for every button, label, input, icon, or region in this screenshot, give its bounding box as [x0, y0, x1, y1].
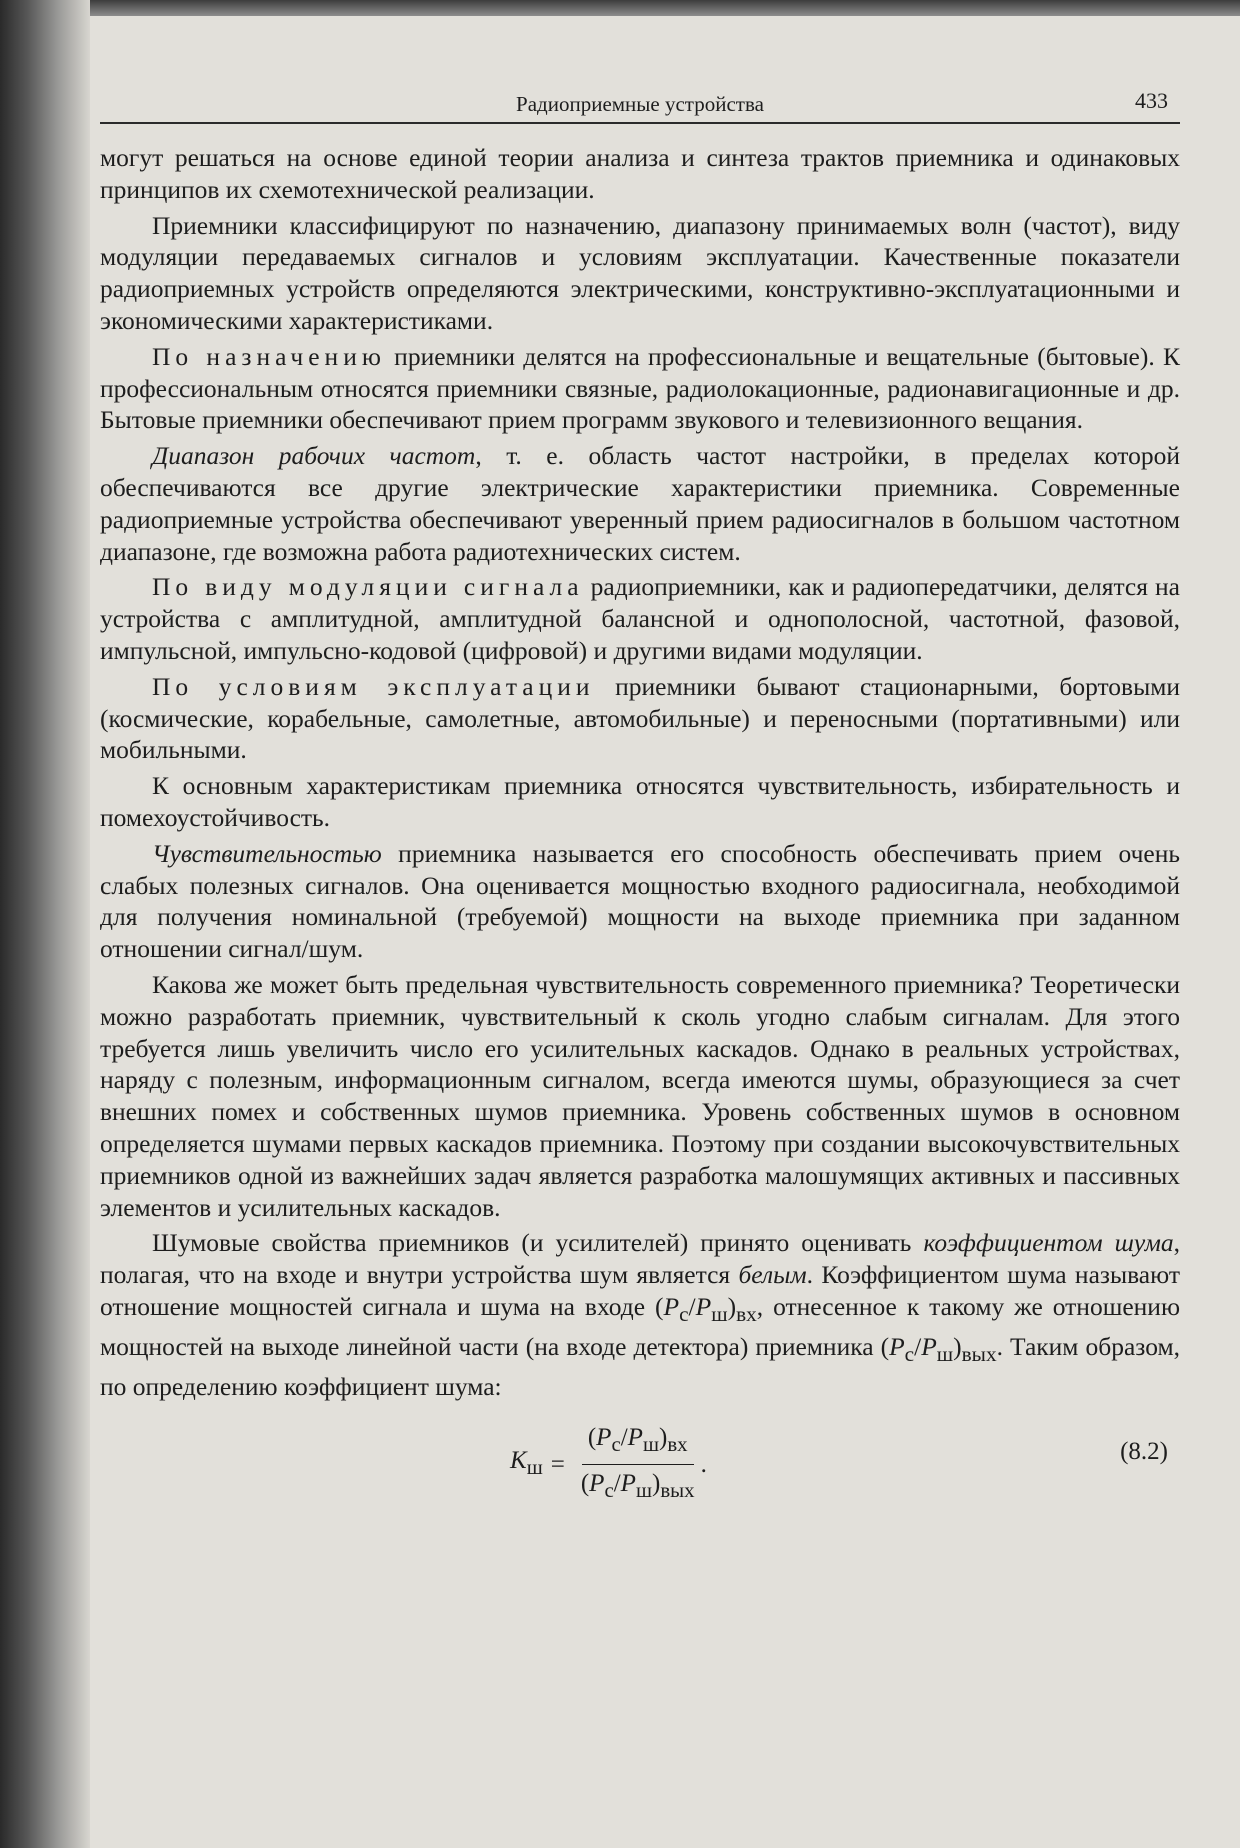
paragraph	[100, 838, 1180, 965]
text-run: К основным характеристикам приемника относятся чувствительность, избирательность и помехоустойчивость.	[100, 771, 1180, 832]
text-run: приемники бывают стационарными, бортовыми (космические, корабельные, самолетные, автомобильные) и переносными (портативными) или мобильными.	[100, 671, 1180, 765]
text-run: с	[604, 1478, 614, 1503]
text-run: /	[613, 1470, 621, 1498]
formula-equals: =	[550, 1450, 565, 1478]
text-run: коэффициентом шума	[923, 1228, 1174, 1258]
text-run: P	[889, 1331, 905, 1361]
text-run: P	[695, 1291, 712, 1321]
text-run: (	[580, 1470, 590, 1498]
text-run: (	[587, 1424, 597, 1452]
formula-8-2	[100, 1410, 1180, 1503]
text-run: )	[953, 1331, 962, 1361]
paragraph	[100, 571, 1180, 666]
text-run: Приемники классифицируют по назначению, диапазону принимаемых волн (частот), виду модуляции передаваемых сигналов и условиям эксплуатации. Качественные показатели радиоприемных устройств определяются электрическими, конструктивно-эксплуатационными и экономическими характеристиками.	[100, 210, 1180, 335]
text-run: По условиям эксплуатации	[152, 671, 595, 701]
paragraph	[100, 210, 1180, 337]
formula-denominator	[575, 1465, 701, 1507]
text-run: ш	[642, 1432, 659, 1457]
text-run: с	[611, 1432, 621, 1457]
formula-expression	[510, 1422, 707, 1507]
paragraph	[100, 440, 1180, 567]
text-run: P	[627, 1424, 643, 1452]
text-run: По виду модуляции сигнала	[152, 572, 584, 602]
text-run: Диапазон рабочих частот	[152, 441, 476, 471]
text-run: ш	[635, 1478, 652, 1503]
text-run: P	[921, 1331, 937, 1361]
paragraph	[100, 770, 1180, 834]
paragraph	[100, 341, 1180, 436]
text-run: P	[596, 1424, 612, 1452]
text-run: )	[658, 1424, 668, 1452]
paragraph	[100, 969, 1180, 1223]
paragraph-list	[100, 142, 1180, 1402]
running-header	[100, 88, 1180, 124]
text-run: /	[620, 1424, 628, 1452]
paragraph	[100, 671, 1180, 766]
formula-lhs: $K_ш$	[510, 1447, 543, 1480]
text-run: По назначению	[152, 341, 386, 371]
text-run: . Коэффициентом шума называют отношение мощностей сигнала и шума на входе (	[100, 1260, 1180, 1321]
book-page	[100, 0, 1180, 1848]
text-run: радиоприемники, как и радиопередатчики, делятся на устройства с амплитудной, амплитудной балансной и однополосной, частотной, фазовой, импульсной, импульсно-кодовой (цифровой) и другими видами модуляции.	[100, 572, 1180, 665]
text-run: Чувствительностью	[152, 838, 382, 868]
text-run: /	[914, 1331, 922, 1361]
text-run: с	[679, 1301, 689, 1326]
text-run: , отнесенное к такому же отношению мощностей на выходе линейной части (на входе детектора) приемника (	[100, 1291, 1180, 1361]
running-title: Радиоприемные устройства	[516, 92, 764, 116]
text-run: /	[688, 1291, 696, 1321]
page-number: 433	[1135, 88, 1168, 113]
formula-numerator	[582, 1422, 694, 1465]
text-run: приемники делятся на профессиональные и вещательные (бытовые). К профессиональным относятся приемники связные, радиолокационные, радионавигационные и др. Бытовые приемники обеспечивают прием программ звукового и телевизионного вещания.	[100, 341, 1180, 435]
text-run: Шумовые свойства приемников (и усилителей) принято оценивать	[152, 1228, 924, 1258]
body-text	[100, 142, 1180, 1503]
text-run: белым	[738, 1260, 807, 1290]
text-run: ш	[936, 1341, 954, 1366]
text-run: вх	[736, 1301, 757, 1326]
text-run: приемника называется его способность обеспечивать прием очень слабых полезных сигналов. Она оценивается мощностью входного радиосигнала, необходимой для получения номинальной (требуемой) мощности на выходе приемника при заданном отношении сигнал/шум.	[100, 838, 1180, 964]
text-run: ш	[711, 1301, 728, 1326]
paragraph	[100, 1227, 1180, 1402]
text-run: )	[727, 1291, 737, 1321]
text-run: вх	[667, 1432, 688, 1457]
text-run: , т. е. область частот настройки, в пределах которой обеспечиваются все другие электрические характеристики приемника. Современные радиоприемные устройства обеспечивают уверенный прием радиосигналов в большом частотном диапазоне, где возможна работа радиотехнических систем.	[100, 441, 1180, 566]
text-run: P	[589, 1470, 605, 1498]
text-run: . Таким образом, по определению коэффициент шума:	[100, 1331, 1180, 1401]
text-run: могут решаться на основе единой теории анализа и синтеза трактов приемника и одинаковых принципов их схемотехнической реализации.	[100, 143, 1180, 204]
paragraph	[100, 142, 1180, 206]
text-run: P	[663, 1291, 680, 1321]
text-run: P	[620, 1470, 636, 1498]
text-run: вых	[660, 1478, 695, 1503]
text-run: Какова же может быть предельная чувствительность современного приемника? Теоретически можно разработать приемник, чувствительный к сколь угодно слабым сигналам. Для этого требуется лишь увеличить число его усилительных каскадов. Однако в реальных устройствах, наряду с полезным, информационным сигналом, всегда имеются шумы, образующиеся за счет внешних помех и собственных шумов приемника. Уровень собственных шумов в основном определяется шумами первых каскадов приемника. Поэтому при создании высокочувствительных приемников одной из важнейших задач является разработка малошумящих активных и пассивных элементов и усилительных каскадов.	[100, 969, 1180, 1222]
text-run: , полагая, что на входе и внутри устройства шум является	[100, 1228, 1180, 1290]
equation-number: (8.2)	[1120, 1438, 1168, 1466]
text-run: )	[651, 1470, 661, 1498]
text-run: вых	[961, 1341, 997, 1366]
text-run: с	[904, 1341, 915, 1366]
book-spine-shadow	[0, 0, 90, 1848]
formula-fraction	[575, 1422, 701, 1507]
formula-trailing: .	[700, 1450, 707, 1478]
